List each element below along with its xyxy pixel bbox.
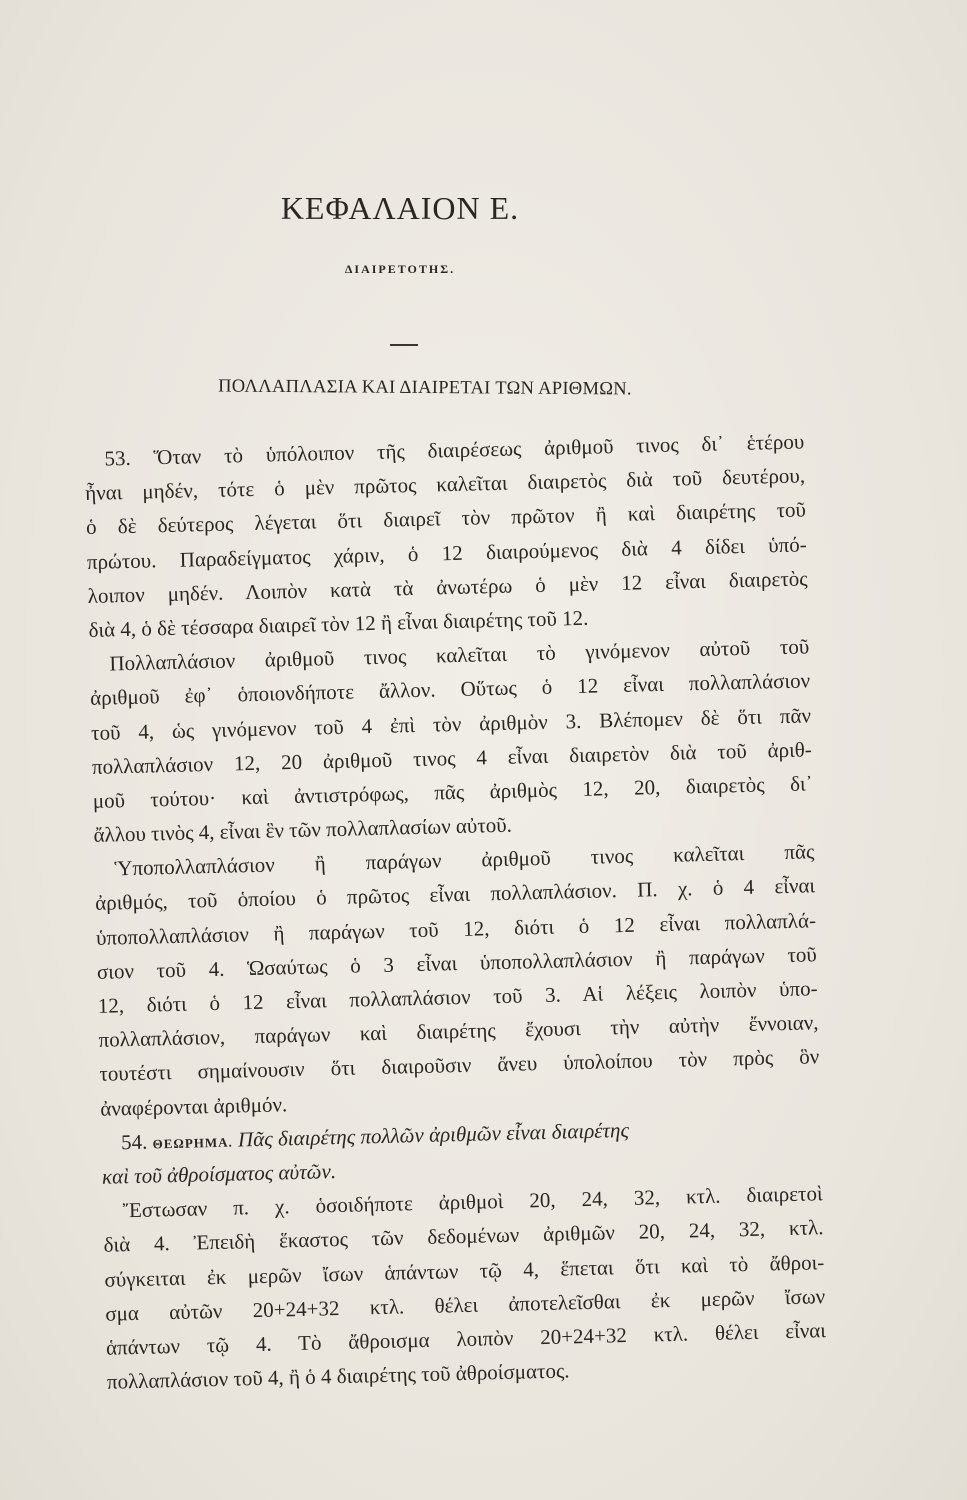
chapter-title: ΚΕΦΑΛΑΙΟΝ Ε. (280, 190, 520, 226)
text-line: ὑποπολλαπλάσιον ἢ παράγων τοῦ 12, διότι ὁ 12 εἶναι πολλαπλά- (95, 907, 817, 950)
text-line: σύγκειται ἐκ μερῶν ἴσων ἁπάντων τῷ 4, ἕπεται ὅτι καὶ τὸ ἄθροι- (104, 1249, 825, 1292)
text-line: λοιπον μηδέν. Λοιπὸν κατὰ τὰ ἀνωτέρω ὁ μὲν 12 εἶναι διαιρετὸς (87, 566, 808, 608)
text-line: ἦναι μηδέν, τότε ὁ μὲν πρῶτος καλεῖται διαιρετὸς διὰ τοῦ δευτέρου, (84, 463, 806, 506)
text-line: πολλαπλάσιον, παράγων καὶ διαιρέτης ἔχουσι τὴν αὐτὴν ἔννοιαν, (98, 1010, 819, 1053)
text-line: τουτέστι σημαίνουσιν ὅτι διαιροῦσιν ἄνευ ὑπολοίπου τὸν πρὸς ὃν (99, 1044, 820, 1087)
text-line: 12, διότι ὁ 12 εἶναι πολλαπλάσιον τοῦ 3. Αἱ λέξεις λοιπὸν ὑπο- (97, 976, 818, 1018)
theorem-label: ΘΕΩΡΗΜΑ. (152, 1134, 233, 1152)
text-line: σιον τοῦ 4. Ὡσαύτως ὁ 3 εἶναι ὑποπολλαπλάσιον ἢ παράγων τοῦ (96, 942, 818, 984)
text-line: διὰ 4. Ἐπειδὴ ἕκαστος τῶν δεδομένων ἀριθμῶν 20, 24, 32, κτλ. (103, 1215, 824, 1258)
section-number: 54. (120, 1129, 148, 1155)
text-line: πολλαπλάσιον τοῦ 4, ἢ ὁ 4 διαιρέτης τοῦ ἀθροίσματος. (106, 1358, 570, 1394)
text-line: μοῦ τούτου· καὶ ἀντιστρόφως, πᾶς ἀριθμὸς 12, 20, διαιρετὸς δι᾽ (92, 771, 813, 813)
text-line: ὁ δὲ δεύτερος λέγεται ὅτι διαιρεῖ τὸν πρῶτον ἢ καὶ διαιρέτης τοῦ (85, 497, 807, 540)
text-line: πολλαπλάσιον 12, 20 ἀριθμοῦ τινος 4 εἶναι διαιρετὸν διὰ τοῦ ἀριθ- (91, 737, 813, 779)
text-line: 53. Ὅταν τὸ ὑπόλοιπον τῆς διαιρέσεως ἀριθμοῦ τινος δι᾽ ἑτέρου (104, 429, 805, 471)
text-line: ἀναφέρονται ἀριθμόν. (99, 1091, 288, 1121)
section-divider (390, 344, 418, 346)
text-line: ἀριθμοῦ ἐφ᾽ ὁποιονδήποτε ἄλλον. Οὕτως ὁ 12 εἶναι πολλαπλάσιον (89, 668, 811, 711)
chapter-subtitle: ΔΙΑΙΡΕΤΟΤΗΣ. (344, 262, 456, 276)
text-line: διὰ 4, ὁ δὲ τέσσαρα διαιρεῖ τὸν 12 ἢ εἶναι διαιρέτης τοῦ 12. (88, 605, 589, 642)
text-line: ἀριθμός, τοῦ ὁποίου ὁ πρῶτος εἶναι πολλαπλάσιον. Π. χ. ὁ 4 εἶναι (94, 873, 816, 916)
text-line: Πολλαπλάσιον ἀριθμοῦ τινος καλεῖται τὸ γινόμενον αὐτοῦ τοῦ (109, 634, 810, 676)
text-line: ἄλλου τινὸς 4, εἶναι ἓν τῶν πολλαπλασίων αὐτοῦ. (93, 812, 513, 847)
text-line: πρώτου. Παραδείγματος χάριν, ὁ 12 διαιρούμενος διὰ 4 δίδει ὑπό- (86, 531, 807, 574)
theorem-statement: Πᾶς διαιρέτης πολλῶν ἀριθμῶν εἶναι διαιρέτης (237, 1117, 630, 1152)
text-line: Ὑποπολλαπλάσιον ἢ παράγων ἀριθμοῦ τινος καλεῖται πᾶς (114, 839, 815, 881)
text-line: σμα αὐτῶν 20+24+32 κτλ. θέλει ἀποτελεῖσθαι ἐκ μερῶν ἴσων (105, 1283, 826, 1326)
text-line: Ἔστωσαν π. χ. ὁσοιδήποτε ἀριθμοὶ 20, 24, 32, κτλ. διαιρετοὶ (122, 1181, 823, 1223)
text-line: τοῦ 4, ὡς γινόμενον τοῦ 4 ἐπὶ τὸν ἀριθμὸν 3. Βλέπομεν δὲ ὅτι πᾶν (90, 702, 812, 745)
text-line: ἁπάντων τῷ 4. Τὸ ἄθροισμα λοιπὸν 20+24+32 κτλ. θέλει εἶναι (105, 1318, 827, 1360)
section-title: ΠΟΛΛΑΠΛΑΣΙΑ ΚΑΙ ΔΙΑΙΡΕΤΑΙ ΤΩΝ ΑΡΙΘΜΩΝ. (218, 376, 632, 400)
body-text (84, 424, 827, 1399)
text-line: καὶ τοῦ ἀθροίσματος αὐτῶν. (101, 1159, 337, 1189)
